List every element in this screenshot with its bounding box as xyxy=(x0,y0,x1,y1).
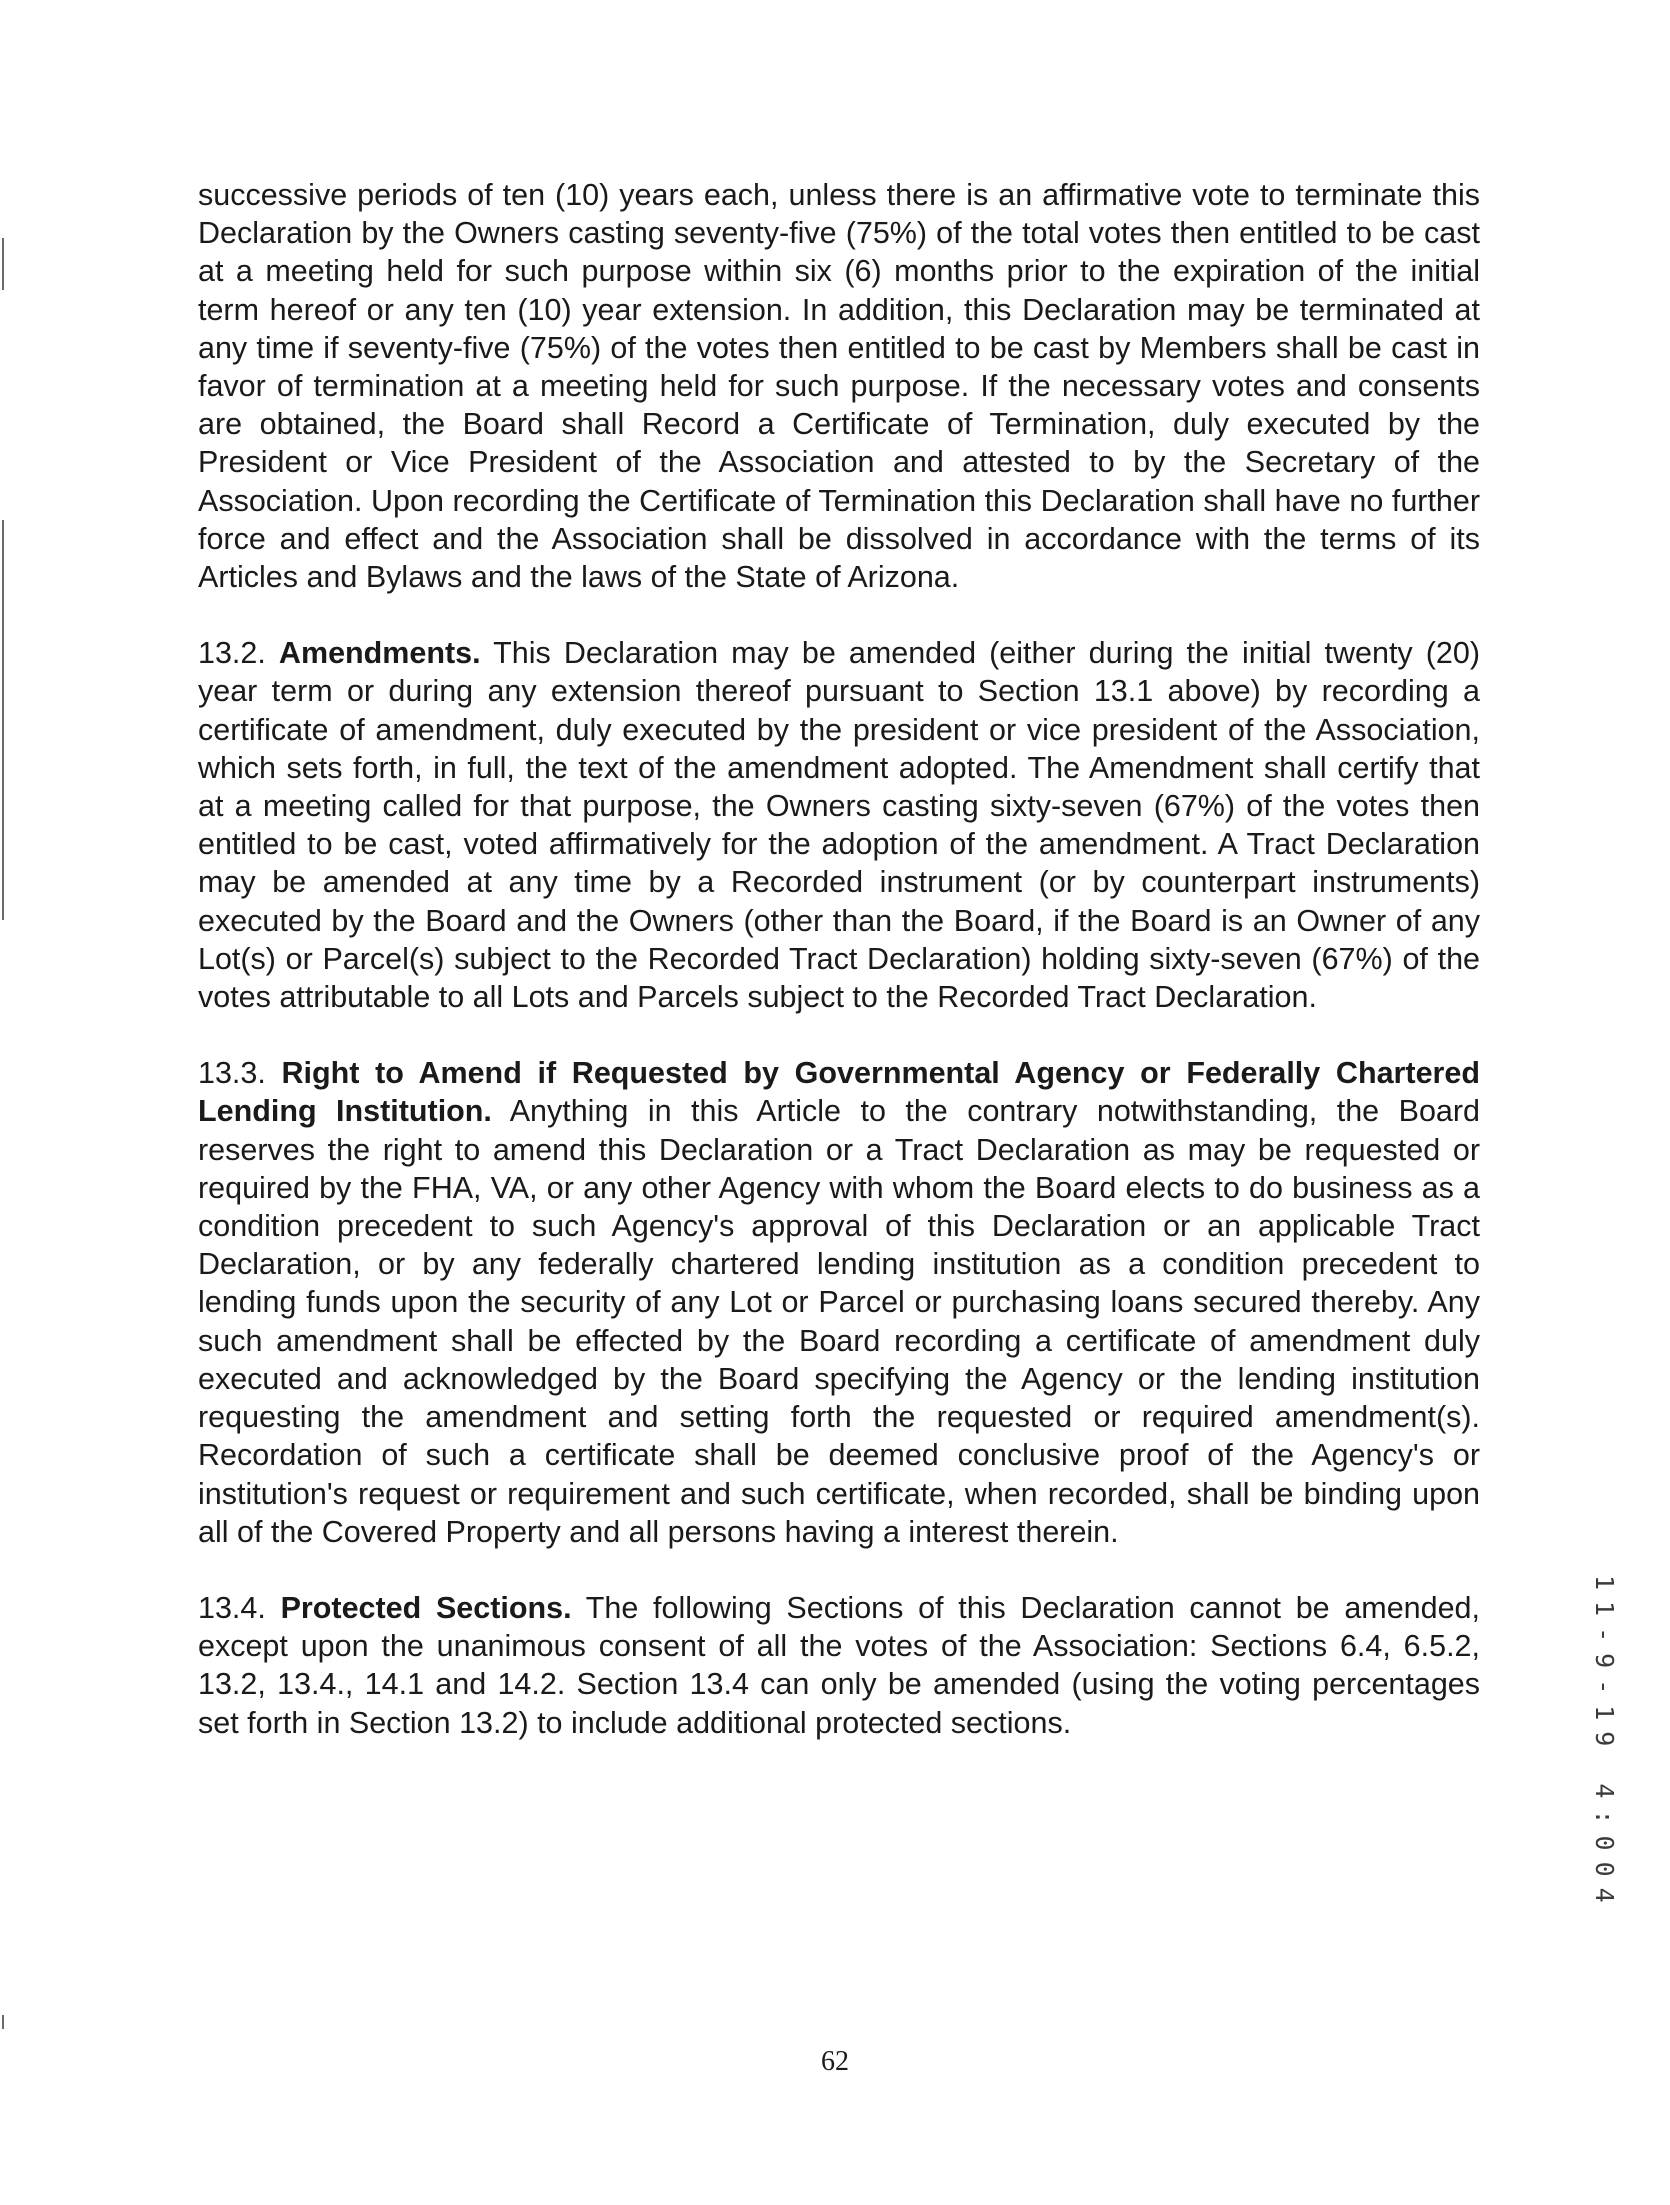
page-number: 62 xyxy=(821,2046,849,2077)
section-heading: Amendments. xyxy=(278,636,481,671)
paragraph-13-3-right-to-amend xyxy=(198,1054,1480,1551)
section-number: 13.2. xyxy=(198,636,266,671)
margin-mark xyxy=(2,2015,4,2029)
section-heading: Right to Amend if Requested by Governmental Agency or Federally Chartered Lending Institution. xyxy=(198,1056,1480,1129)
paragraph-text: This Declaration may be amended (either during the initial twenty (20) year term or during any extension thereof pursuant to Section 13.1 above) by recording a certificate of amendment, duly executed by the president or vice president of the Association, which sets forth, in full, the text of the amendment adopted. The Amendment shall certify that at a meeting called for that purpose, the Owners casting sixty-seven (67%) of the votes then entitled to be cast, voted affirmatively for the adoption of the amendment. A Tract Declaration may be amended at any time by a Recorded instrument (or by counterpart instruments) executed by the Board and the Owners (other than the Board, if the Board is an Owner of any Lot(s) or Parcel(s) subject to the Recorded Tract Declaration) holding sixty-seven (67%) of the votes attributable to all Lots and Parcels subject to the Recorded Tract Declaration. xyxy=(198,636,1480,1015)
section-number: 13.4. xyxy=(198,1590,266,1625)
paragraph-13-4-protected-sections xyxy=(198,1589,1480,1742)
paragraph-13-2-amendments xyxy=(198,634,1480,1016)
paragraph-text: successive periods of ten (10) years each, unless there is an affirmative vote to terminate this Declaration by the Owners casting seventy-five (75%) of the total votes then entitled to be cast at a meeting held for such purpose within six (6) months prior to the expiration of the initial term hereof or any ten (10) year extension. In addition, this Declaration may be terminated at any time if seventy-five (75%) of the votes then entitled to be cast by Members shall be cast in favor of termination at a meeting held for such purpose. If the necessary votes and consents are obtained, the Board shall Record a Certificate of Termination, duly executed by the President or Vice President of the Association and attested to by the Secretary of the Association. Upon recording the Certificate of Termination this Declaration shall have no further force and effect and the Association shall be dissolved in accordance with the terms of its Articles and Bylaws and the laws of the State of Arizona. xyxy=(198,178,1480,595)
document-body xyxy=(198,176,1480,1742)
section-number: 13.3. xyxy=(198,1056,266,1091)
section-heading: Protected Sections. xyxy=(280,1590,572,1625)
paragraph-text: The following Sections of this Declaration cannot be amended, except upon the unanimous consent of all the votes of the Association: Sections 6.4, 6.5.2, 13.2, 13.4., 14.1 and 14.2. Section 13.4 can only be amended (using the voting percentages set forth in Section 13.2) to include additional protected sections. xyxy=(198,1590,1480,1740)
paragraph-text: Anything in this Article to the contrary notwithstanding, the Board reserves the right to amend this Declaration or a Tract Declaration as may be requested or required by the FHA, VA, or any other Agency with whom the Board elects to do business as a condition precedent to such Agency's approval of this Declaration or an applicable Tract Declaration, or by any federally chartered lending institution as a condition precedent to lending funds upon the security of any Lot or Parcel or purchasing loans secured thereby. Any such amendment shall be effected by the Board recording a certificate of amendment duly executed and acknowledged by the Board specifying the Agency or the lending institution requesting the amendment and setting forth the requested or required amendment(s). Recordation of such a certificate shall be deemed conclusive proof of the Agency's or institution's request or requirement and such certificate, when recorded, shall be binding upon all of the Covered Property and all persons having a interest therein. xyxy=(198,1094,1480,1549)
margin-mark xyxy=(2,238,4,290)
paragraph-termination xyxy=(198,176,1480,596)
margin-mark xyxy=(2,520,4,920)
side-recording-stamp: 11-9-19 4:004 xyxy=(1590,1575,1619,1914)
